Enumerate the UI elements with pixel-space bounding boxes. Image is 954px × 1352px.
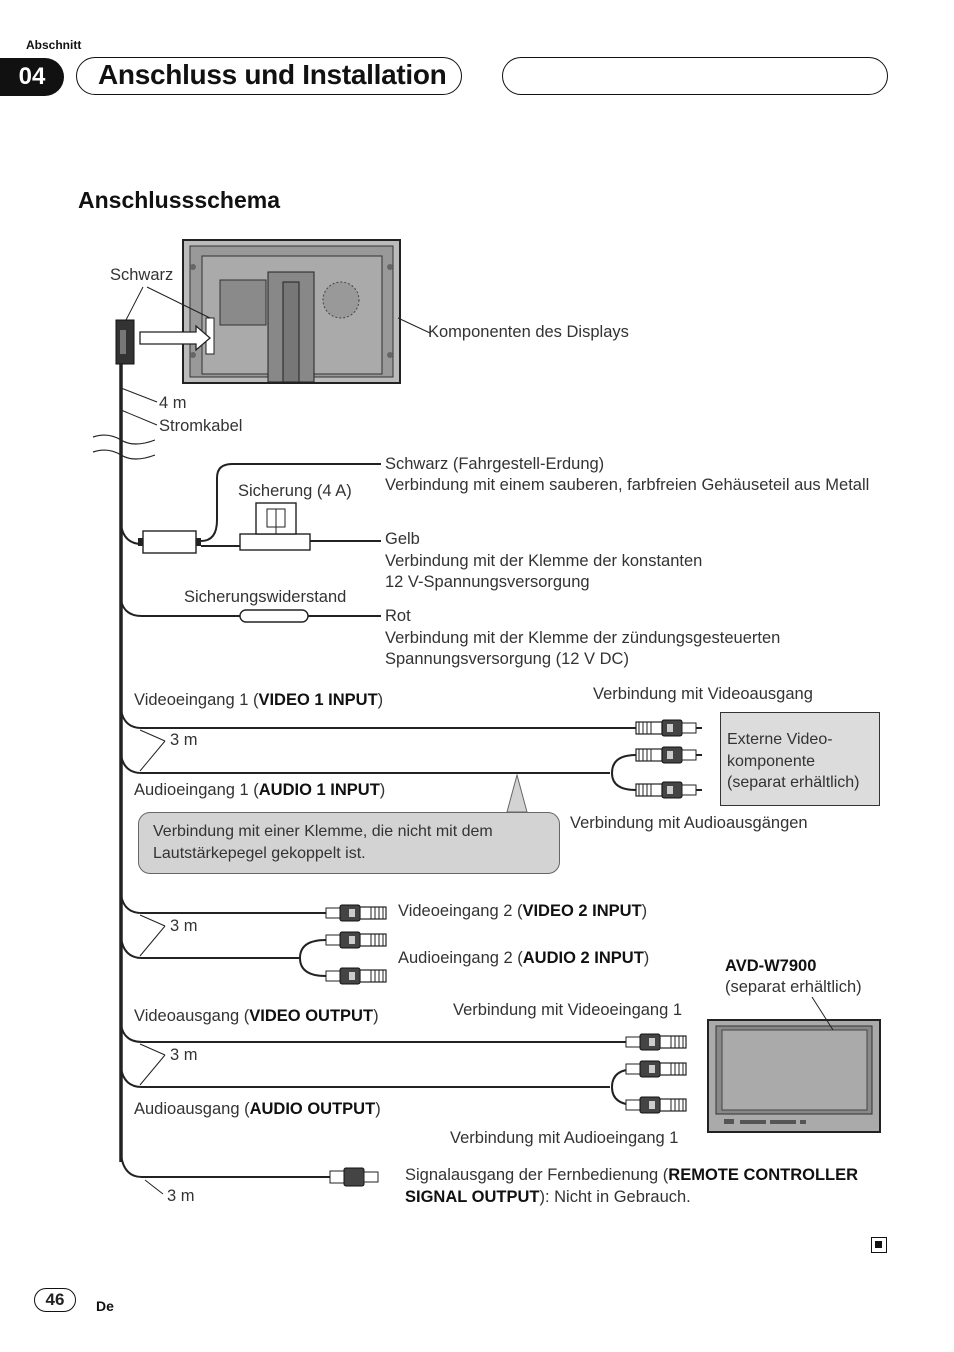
label-black-ground-title: Schwarz (Fahrgestell-Erdung) [385, 455, 605, 473]
label-video-input-2: Videoeingang 2 (VIDEO 2 INPUT) [398, 902, 648, 920]
section-heading: Anschlussschema [78, 187, 280, 213]
label-red-desc-1: Verbindung mit der Klemme der zündungsgesteuerten [385, 629, 781, 647]
label-conn-video-in-1: Verbindung mit Videoeingang 1 [453, 1001, 683, 1019]
label-audio-input-2: Audioeingang 2 (AUDIO 2 INPUT) [398, 949, 650, 967]
label-conn-video-out: Verbindung mit Videoausgang [593, 685, 813, 703]
chapter-number-tab: 04 [0, 58, 64, 96]
page-number: 46 [34, 1288, 76, 1312]
label-avd-model: AVD-W7900 [725, 957, 817, 975]
label-black-ground-desc: Verbindung mit einem sauberen, farbfreien Gehäuseteil aus Metall [385, 476, 870, 494]
label-length-4m: 4 m [159, 394, 187, 412]
external-video-component-box: Externe Video-komponente (separat erhältlich) [720, 712, 880, 806]
avd-w7900-monitor-illustration [708, 1020, 880, 1132]
label-power-cable: Stromkabel [159, 417, 243, 435]
label-remote-line-1: Signalausgang der Fernbedienung (REMOTE CONTROLLER [405, 1166, 859, 1184]
display-back-illustration [183, 240, 400, 383]
label-conn-audio-in-1: Verbindung mit Audioeingang 1 [450, 1129, 679, 1147]
label-schwarz: Schwarz [110, 266, 174, 284]
label-red-title: Rot [385, 607, 411, 625]
label-video-input-1: Videoeingang 1 (VIDEO 1 INPUT) [134, 691, 384, 709]
label-remote-line-2: SIGNAL OUTPUT): Nicht in Gebrauch. [405, 1188, 691, 1206]
language-code: De [96, 1298, 114, 1314]
label-yellow-desc-1: Verbindung mit der Klemme der konstanten [385, 552, 703, 570]
end-mark-icon [871, 1237, 887, 1253]
label-avd-separate: (separat erhältlich) [725, 978, 862, 996]
section-label: Abschnitt [26, 38, 82, 52]
label-length-3m-4: 3 m [167, 1187, 195, 1205]
label-red-desc-2: Spannungsversorgung (12 V DC) [385, 650, 629, 668]
label-length-3m-3: 3 m [170, 1046, 198, 1064]
label-yellow-desc-2: 12 V-Spannungsversorgung [385, 573, 590, 591]
label-yellow-title: Gelb [385, 530, 420, 548]
label-length-3m-1: 3 m [170, 731, 198, 749]
label-fuse: Sicherung (4 A) [238, 482, 352, 500]
label-length-3m-2: 3 m [170, 917, 198, 935]
label-display-components: Komponenten des Displays [428, 323, 629, 341]
label-fuse-resistor: Sicherungswiderstand [184, 588, 347, 606]
note-callout: Verbindung mit einer Klemme, die nicht mit dem Lautstärkepegel gekoppelt ist. [138, 812, 560, 874]
label-audio-input-1: Audioeingang 1 (AUDIO 1 INPUT) [134, 781, 386, 799]
page-title: Anschluss und Installation [98, 59, 447, 90]
label-video-output: Videoausgang (VIDEO OUTPUT) [134, 1007, 379, 1025]
label-audio-output: Audioausgang (AUDIO OUTPUT) [134, 1100, 381, 1118]
label-conn-audio-outs: Verbindung mit Audioausgängen [570, 814, 808, 832]
